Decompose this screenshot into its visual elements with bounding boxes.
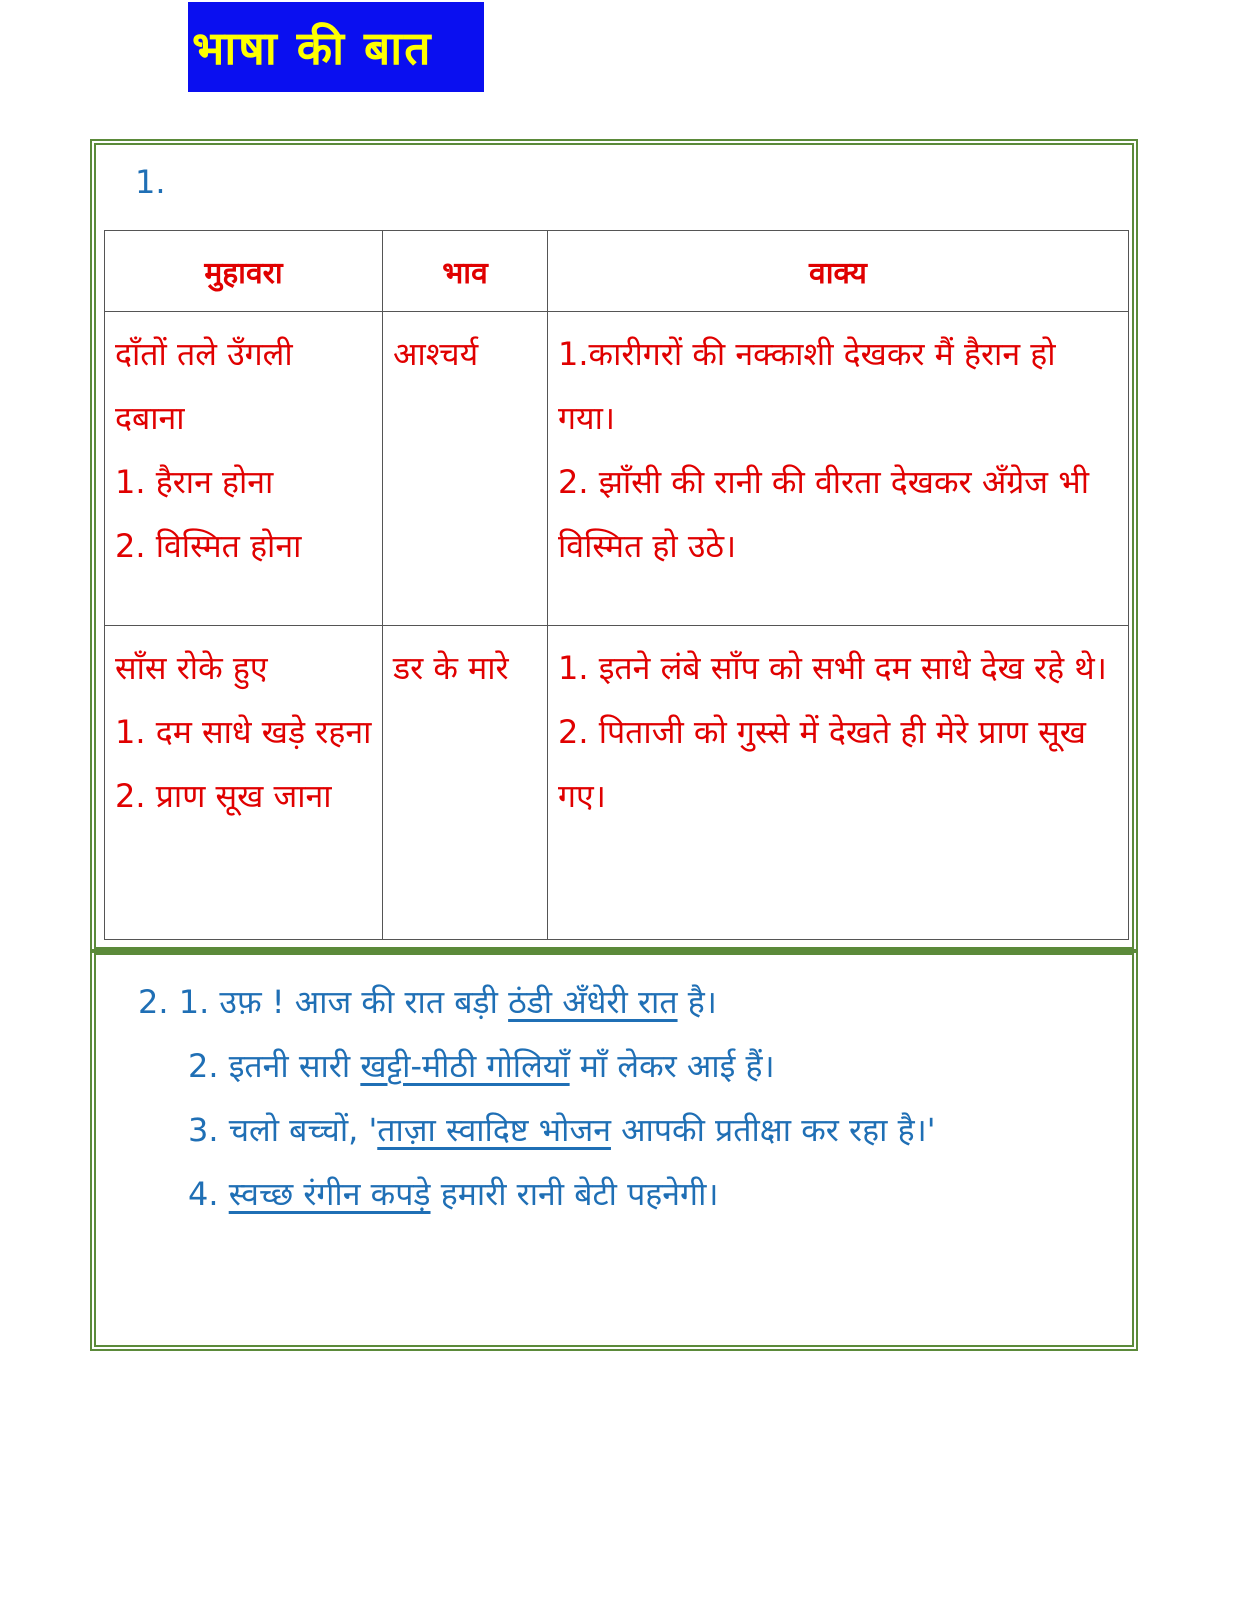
idioms-table [104, 230, 1129, 940]
answer-line [138, 1162, 1128, 1226]
sentence: 1.कारीगरों की नक्काशी देखकर मैं हैरान हो गया। [558, 335, 1056, 437]
idiom-cell [105, 312, 383, 626]
question-2-label: 2. [138, 983, 169, 1021]
vakya-cell [548, 626, 1129, 940]
sentence-start: उफ़ ! आज की रात बड़ी [219, 983, 509, 1021]
idiom-meaning: 2. विस्मित होना [115, 527, 302, 565]
item-number: 2. [188, 1047, 219, 1085]
question-1-label: 1. [135, 163, 166, 201]
sentence: 2. झाँसी की रानी की वीरता देखकर अँग्रेज भी विस्मित हो उठे। [558, 463, 1090, 565]
answer-line [138, 970, 1128, 1034]
table-header-row [105, 231, 1129, 312]
header-idiom: मुहावरा [105, 231, 383, 312]
item-number: 3. [188, 1111, 219, 1149]
underlined-phrase: ठंडी अँधेरी रात [508, 983, 678, 1021]
item-number: 1. [178, 983, 210, 1021]
idiom-meaning: 1. दम साधे खड़े रहना [115, 713, 372, 751]
bhav-text: डर के मारे [393, 649, 509, 687]
bhav-cell [383, 312, 548, 626]
sentence-end: आपकी प्रतीक्षा कर रहा है।' [610, 1111, 936, 1149]
header-vakya: वाक्य [548, 231, 1129, 312]
answer-line [138, 1098, 1128, 1162]
bhav-text: आश्चर्य [393, 335, 479, 373]
sentence: 1. इतने लंबे साँप को सभी दम साधे देख रहे थे। [558, 649, 1107, 687]
idiom-meaning: 2. प्राण सूख जाना [115, 777, 332, 815]
underlined-phrase: ताज़ा स्वादिष्ट भोजन [377, 1111, 611, 1149]
bhav-cell [383, 626, 548, 940]
sentence-end: है। [677, 983, 717, 1021]
question-2-answers [138, 970, 1128, 1226]
table-row [105, 312, 1129, 626]
answer-line [138, 1034, 1128, 1098]
page-title: भाषा की बात [188, 2, 484, 92]
idiom-cell [105, 626, 383, 940]
sentence-start: चलो बच्चों, ' [228, 1111, 378, 1149]
sentence-start: इतनी सारी [228, 1047, 361, 1085]
sentence-end: हमारी रानी बेटी पहनेगी। [430, 1175, 719, 1213]
underlined-phrase: स्वच्छ रंगीन कपड़े [228, 1175, 431, 1213]
header-bhav: भाव [383, 231, 548, 312]
idiom-text: साँस रोके हुए [115, 649, 268, 687]
sentence-end: माँ लेकर आई हैं। [569, 1047, 775, 1085]
table-row [105, 626, 1129, 940]
underlined-phrase: खट्टी-मीठी गोलियाँ [360, 1047, 570, 1085]
sentence: 2. पिताजी को गुस्से में देखते ही मेरे प्राण सूख गए। [558, 713, 1086, 815]
idiom-text: दाँतों तले उँगली दबाना [115, 335, 293, 437]
idiom-meaning: 1. हैरान होना [115, 463, 274, 501]
vakya-cell [548, 312, 1129, 626]
item-number: 4. [188, 1175, 219, 1213]
